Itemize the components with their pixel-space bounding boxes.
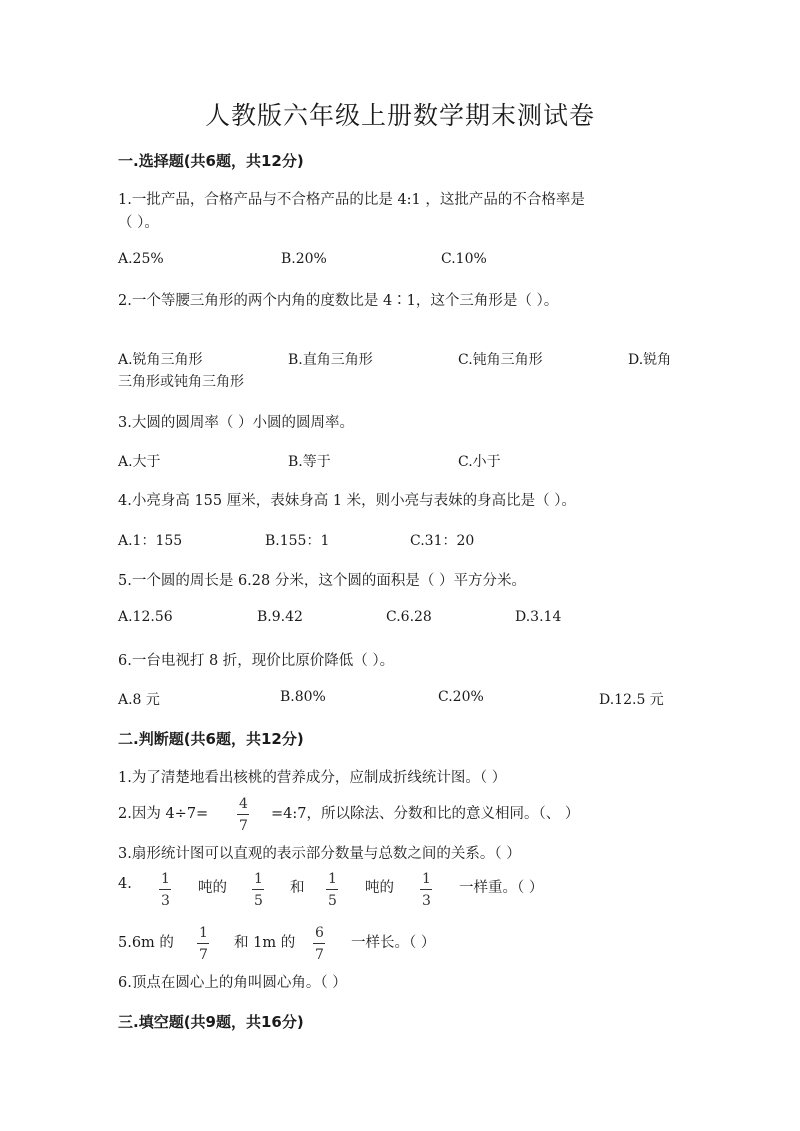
judge-4-word-3: 吨的: [365, 880, 394, 896]
question-2-option-d: D.锐角: [628, 352, 672, 368]
question-2-text: 2.一个等腰三角形的两个内角的度数比是 4∶1，这个三角形是（ ）。: [118, 293, 559, 309]
question-4-option-c: C.31：20: [410, 533, 475, 549]
fraction-numerator: 1: [199, 925, 208, 941]
fraction-denominator: 5: [254, 893, 263, 909]
fraction-denominator: 7: [315, 947, 324, 963]
page-title: 人教版六年级上册数学期末测试卷: [204, 101, 595, 130]
question-5-option-c: C.6.28: [386, 609, 432, 625]
judge-2-fraction: [237, 797, 250, 833]
fraction-numerator: 6: [315, 925, 324, 941]
question-6-option-d: D.12.5 元: [599, 692, 664, 708]
question-6-option-b: B.80%: [280, 689, 326, 705]
judge-1-text: 1.为了清楚地看出核桃的营养成分，应制成折线统计图。（ ）: [118, 770, 507, 786]
section-heading-fill: 三.填空题(共9题，共16分): [118, 1013, 304, 1031]
question-1-text: 1.一批产品，合格产品与不合格产品的比是 4:1 ，这批产品的不合格率是: [118, 192, 585, 208]
question-3-text: 3.大圆的圆周率（ ）小圆的圆周率。: [118, 415, 354, 431]
fraction-denominator: 7: [199, 947, 208, 963]
question-4-text: 4.小亮身高 155 厘米，表妹身高 1 米，则小亮与表妹的身高比是（ ）。: [118, 493, 577, 509]
fraction-numerator: 1: [328, 871, 337, 887]
question-3-option-c: C.小于: [458, 454, 501, 470]
question-6-option-c: C.20%: [438, 689, 484, 705]
fraction-denominator: 3: [422, 893, 431, 909]
judge-5-prefix: 5.6m 的: [118, 935, 174, 951]
question-5-option-a: A.12.56: [118, 609, 173, 625]
question-2-option-d-wrap: 三角形或钝角三角形: [118, 374, 244, 390]
judge-2-suffix: =4:7，所以除法、分数和比的意义相同。（、 ）: [271, 806, 580, 822]
judge-4-number: 4.: [118, 876, 132, 892]
judge-4-fraction-1: [159, 872, 172, 908]
judge-4-word-4: 一样重。（ ）: [459, 880, 544, 896]
question-3-option-a: A.大于: [118, 454, 161, 470]
question-1-blank: （ ）。: [118, 215, 159, 231]
judge-4-fraction-4: [420, 872, 433, 908]
question-1-option-c: C.10%: [441, 251, 487, 267]
fraction-numerator: 4: [239, 796, 248, 812]
question-6-option-a: A.8 元: [118, 692, 160, 708]
question-5-text: 5.一个圆的周长是 6.28 分米，这个圆的面积是（ ）平方分米。: [118, 573, 526, 589]
question-5-option-d: D.3.14: [515, 609, 562, 625]
judge-4-fraction-3: [326, 872, 339, 908]
judge-4-word-1: 吨的: [198, 880, 227, 896]
question-2-option-a: A.锐角三角形: [118, 352, 203, 368]
fraction-numerator: 1: [422, 871, 431, 887]
question-5-option-b: B.9.42: [257, 609, 303, 625]
judge-5-fraction-1: [197, 926, 210, 962]
judge-3-text: 3.扇形统计图可以直观的表示部分数量与总数之间的关系。（ ）: [118, 846, 521, 862]
judge-4-fraction-2: [252, 872, 265, 908]
judge-4-word-2: 和: [290, 880, 305, 896]
fraction-denominator: 7: [239, 818, 248, 834]
question-4-option-a: A.1：155: [118, 533, 183, 549]
judge-5-fraction-2: [313, 926, 326, 962]
question-2-option-c: C.钝角三角形: [458, 352, 543, 368]
question-6-text: 6.一台电视打 8 折，现价比原价降低（ ）。: [118, 653, 395, 669]
question-1-option-a: A.25%: [118, 251, 164, 267]
fraction-denominator: 3: [161, 893, 170, 909]
judge-6-text: 6.顶点在圆心上的角叫圆心角。（ ）: [118, 975, 347, 991]
fraction-denominator: 5: [328, 893, 337, 909]
question-4-option-b: B.155：1: [265, 533, 330, 549]
judge-5-middle: 和 1m 的: [234, 935, 296, 951]
question-1-option-b: B.20%: [281, 251, 327, 267]
fraction-numerator: 1: [161, 871, 170, 887]
question-2-option-b: B.直角三角形: [288, 352, 373, 368]
judge-5-suffix: 一样长。（ ）: [351, 935, 436, 951]
question-3-option-b: B.等于: [288, 454, 331, 470]
fraction-numerator: 1: [254, 871, 263, 887]
section-heading-choice: 一.选择题(共6题，共12分): [118, 152, 304, 170]
judge-2-prefix: 2.因为 4÷7=: [118, 806, 209, 822]
section-heading-judge: 二.判断题(共6题，共12分): [118, 730, 304, 748]
